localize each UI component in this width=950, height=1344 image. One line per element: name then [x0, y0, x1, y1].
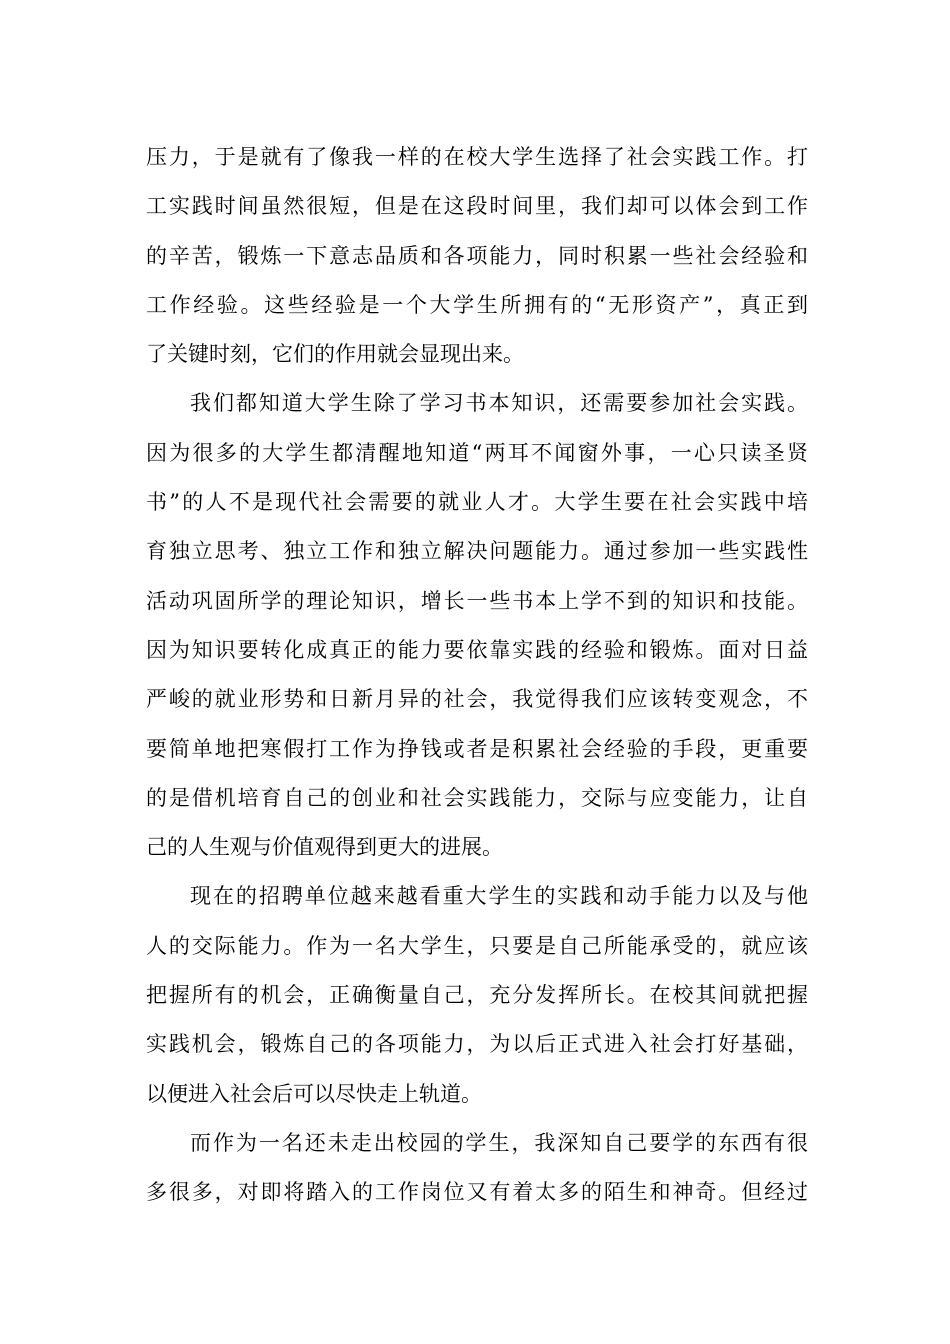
text-line: 严峻的就业形势和日新月异的社会，我觉得我们应该转变观念，不: [146, 687, 808, 712]
text-line: 因为知识要转化成真正的能力要依靠实践的经验和锻炼。面对日益: [146, 637, 808, 662]
text-line: 把握所有的机会，正确衡量自己，充分发挥所长。在校其间就把握: [146, 983, 808, 1008]
text-line: 因为很多的大学生都清醒地知道“两耳不闻窗外事，一心只读圣贤: [146, 440, 808, 465]
text-line: 的辛苦，锻炼一下意志品质和各项能力，同时积累一些社会经验和: [146, 243, 808, 268]
text-line: 育独立思考、独立工作和独立解决问题能力。通过参加一些实践性: [146, 539, 808, 564]
text-line: 人的交际能力。作为一名大学生，只要是自己所能承受的，就应该: [146, 933, 808, 958]
text-line: 实践机会，锻炼自己的各项能力，为以后正式进入社会打好基础，: [146, 1032, 808, 1057]
text-line: 书”的人不是现代社会需要的就业人才。大学生要在社会实践中培: [146, 490, 808, 515]
text-line: 以便进入社会后可以尽快走上轨道。: [146, 1081, 482, 1106]
text-line: 活动巩固所学的理论知识，增长一些书本上学不到的知识和技能。: [146, 588, 808, 613]
text-line: 工作经验。这些经验是一个大学生所拥有的“无形资产”，真正到: [146, 292, 808, 317]
paragraph-first-line: 而作为一名还未走出校园的学生，我深知自己要学的东西有很: [190, 1130, 808, 1155]
text-line: 要简单地把寒假打工作为挣钱或者是积累社会经验的手段，更重要: [146, 736, 808, 761]
text-line: 己的人生观与价值观得到更大的进展。: [146, 835, 503, 860]
text-line: 多很多，对即将踏入的工作岗位又有着太多的陌生和神奇。但经过: [146, 1180, 808, 1205]
text-line: 的是借机培育自己的创业和社会实践能力，交际与应变能力，让自: [146, 785, 808, 810]
body-text: [146, 133, 808, 1218]
text-line: 了关键时刻，它们的作用就会显现出来。: [146, 342, 524, 367]
text-line: 压力，于是就有了像我一样的在校大学生选择了社会实践工作。打: [146, 145, 808, 169]
text-line: 工实践时间虽然很短，但是在这段时间里，我们却可以体会到工作: [146, 194, 808, 219]
paragraph-first-line: 现在的招聘单位越来越看重大学生的实践和动手能力以及与他: [190, 884, 808, 909]
paragraph-first-line: 我们都知道大学生除了学习书本知识，还需要参加社会实践。: [190, 391, 808, 416]
